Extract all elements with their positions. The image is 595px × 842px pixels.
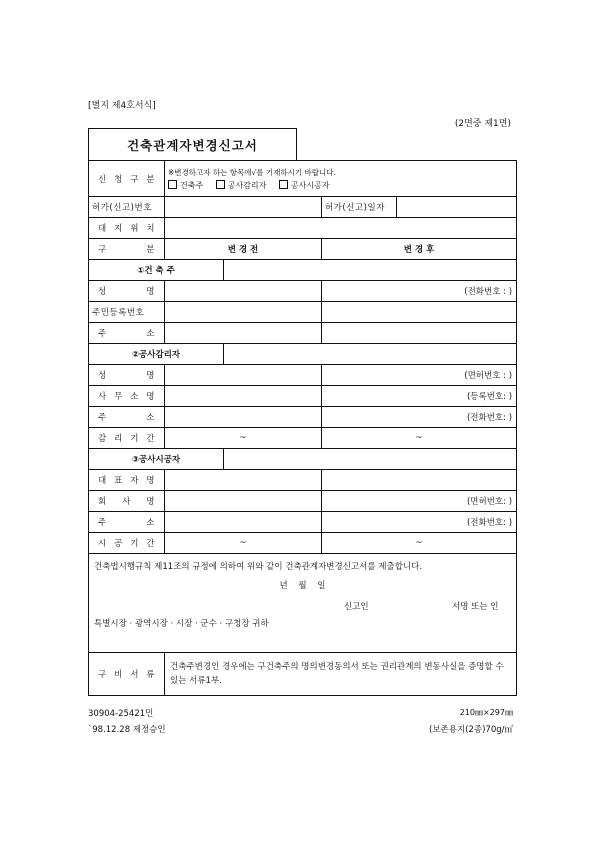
option-contractor-label: 공사시공자 xyxy=(290,180,330,190)
owner-address-before-field[interactable] xyxy=(165,323,322,344)
contractor-period-label: 시 공 기 간 xyxy=(89,533,165,554)
supervisor-section-title: ②공사감리자 xyxy=(89,344,224,365)
documents-row xyxy=(89,653,517,696)
declaration-cell xyxy=(89,554,517,653)
checkbox-contractor[interactable] xyxy=(279,181,330,190)
contractor-address-row xyxy=(89,512,517,533)
supervisor-office-row xyxy=(89,386,517,407)
owner-name-label: 성 명 xyxy=(89,281,165,302)
contractor-rep-after-field[interactable] xyxy=(322,470,517,491)
owner-id-before-field[interactable] xyxy=(165,302,322,323)
supervisor-office-before-field[interactable] xyxy=(165,386,322,407)
paper-size: 210㎜×297㎜ xyxy=(459,708,513,717)
supervisor-address-before-field[interactable] xyxy=(165,407,322,428)
contractor-company-row xyxy=(89,491,517,512)
option-owner-label: 건축주 xyxy=(180,180,204,190)
supervisor-office-after-field[interactable]: (등록번호: ) xyxy=(322,386,517,407)
applicant-label: 신고인 xyxy=(344,602,369,612)
checkbox-icon xyxy=(216,180,225,189)
application-type-note: ※변경하고자 하는 항목에√를 기재하시기 바랍니다. xyxy=(168,167,336,177)
contractor-address-after-field[interactable]: (전화번호: ) xyxy=(322,512,517,533)
declaration-date: 년 월 일 xyxy=(279,581,326,591)
supervisor-address-label: 주 소 xyxy=(89,407,165,428)
supervisor-period-label: 감 리 기 간 xyxy=(89,428,165,449)
form-code: 30904-25421민 xyxy=(88,709,154,719)
site-location-label: 대 지 위 치 xyxy=(89,218,165,239)
owner-name-before-field[interactable] xyxy=(165,281,322,302)
contractor-rep-label: 대 표 자 명 xyxy=(89,470,165,491)
recipient-line: 특별시장 · 광역시장 · 시장 · 군수 · 구청장 귀하 xyxy=(94,619,269,629)
supervisor-section-row xyxy=(89,344,517,365)
paper-type: (보존용지(2종)70g/㎡ xyxy=(429,725,513,735)
contractor-section-blank xyxy=(224,449,517,470)
form-title: 건축관계자변경신고서 xyxy=(88,128,297,161)
owner-name-after-field[interactable]: (전화번호 : ) xyxy=(322,281,517,302)
supervisor-name-row xyxy=(89,365,517,386)
checkbox-supervisor[interactable] xyxy=(216,181,267,190)
supervisor-period-row xyxy=(89,428,517,449)
column-header-row xyxy=(89,239,517,260)
after-change-header: 변 경 후 xyxy=(322,239,517,260)
permit-number-label: 허가(신고)번호 xyxy=(89,197,165,218)
documents-label: 구 비 서 류 xyxy=(89,653,165,696)
contractor-address-label: 주 소 xyxy=(89,512,165,533)
checkbox-owner[interactable] xyxy=(168,181,203,190)
contractor-period-row xyxy=(89,533,517,554)
contractor-company-before-field[interactable] xyxy=(165,491,322,512)
site-location-field[interactable] xyxy=(165,218,517,239)
checkbox-icon xyxy=(279,180,288,189)
owner-section-blank xyxy=(224,260,517,281)
application-form-table xyxy=(88,160,517,696)
option-supervisor-label: 공사감리자 xyxy=(227,180,267,190)
owner-address-label: 주 소 xyxy=(89,323,165,344)
signature-label[interactable]: 서명 또는 인 xyxy=(452,602,499,612)
contractor-rep-row xyxy=(89,470,517,491)
owner-address-row xyxy=(89,323,517,344)
before-change-header: 변 경 전 xyxy=(165,239,322,260)
contractor-company-after-field[interactable]: (면허번호: ) xyxy=(322,491,517,512)
declaration-statement: 건축법시행규칙 제11조의 규정에 의하여 위와 같이 건축관계자변경신고서를 제출합니다. xyxy=(94,562,423,572)
supervisor-office-label: 사 무 소 명 xyxy=(89,386,165,407)
page-indicator: (2면중 제1면) xyxy=(454,119,511,129)
site-row xyxy=(89,218,517,239)
contractor-company-label: 회 사 명 xyxy=(89,491,165,512)
declaration-row xyxy=(89,554,517,653)
checkbox-icon xyxy=(168,180,177,189)
documents-text: 건축주변경인 경우에는 구건축주의 명의변경동의서 또는 권리관계의 변동사실을 증명할 수 있는 서류1부. xyxy=(165,653,517,696)
category-header: 구 분 xyxy=(89,239,165,260)
permit-number-field[interactable] xyxy=(165,197,322,218)
contractor-section-row xyxy=(89,449,517,470)
contractor-section-title: ③공사시공자 xyxy=(89,449,224,470)
owner-section-title: ①건 축 주 xyxy=(89,260,224,281)
owner-id-row xyxy=(89,302,517,323)
permit-date-field[interactable] xyxy=(397,197,517,218)
application-type-cell xyxy=(165,161,517,197)
supervisor-name-label: 성 명 xyxy=(89,365,165,386)
form-number: [별지 제4호서식] xyxy=(88,101,156,111)
application-type-row xyxy=(89,161,517,197)
supervisor-period-before-field[interactable]: ~ xyxy=(165,428,322,449)
supervisor-address-row xyxy=(89,407,517,428)
application-type-label: 신 청 구 분 xyxy=(89,161,165,197)
supervisor-period-after-field[interactable]: ~ xyxy=(322,428,517,449)
owner-id-after-field[interactable] xyxy=(322,302,517,323)
owner-section-row xyxy=(89,260,517,281)
contractor-period-before-field[interactable]: ~ xyxy=(165,533,322,554)
owner-name-row xyxy=(89,281,517,302)
owner-address-after-field[interactable] xyxy=(322,323,517,344)
owner-id-label: 주민등록번호 xyxy=(89,302,165,323)
supervisor-name-after-field[interactable]: (면허번호 : ) xyxy=(322,365,517,386)
permit-date-label: 허가(신고)일자 xyxy=(322,197,397,218)
permit-row xyxy=(89,197,517,218)
supervisor-name-before-field[interactable] xyxy=(165,365,322,386)
approval-date: `98.12.28 제정승인 xyxy=(88,725,166,735)
contractor-rep-before-field[interactable] xyxy=(165,470,322,491)
contractor-address-before-field[interactable] xyxy=(165,512,322,533)
contractor-period-after-field[interactable]: ~ xyxy=(322,533,517,554)
supervisor-section-blank xyxy=(224,344,517,365)
supervisor-address-after-field[interactable]: (전화번호: ) xyxy=(322,407,517,428)
